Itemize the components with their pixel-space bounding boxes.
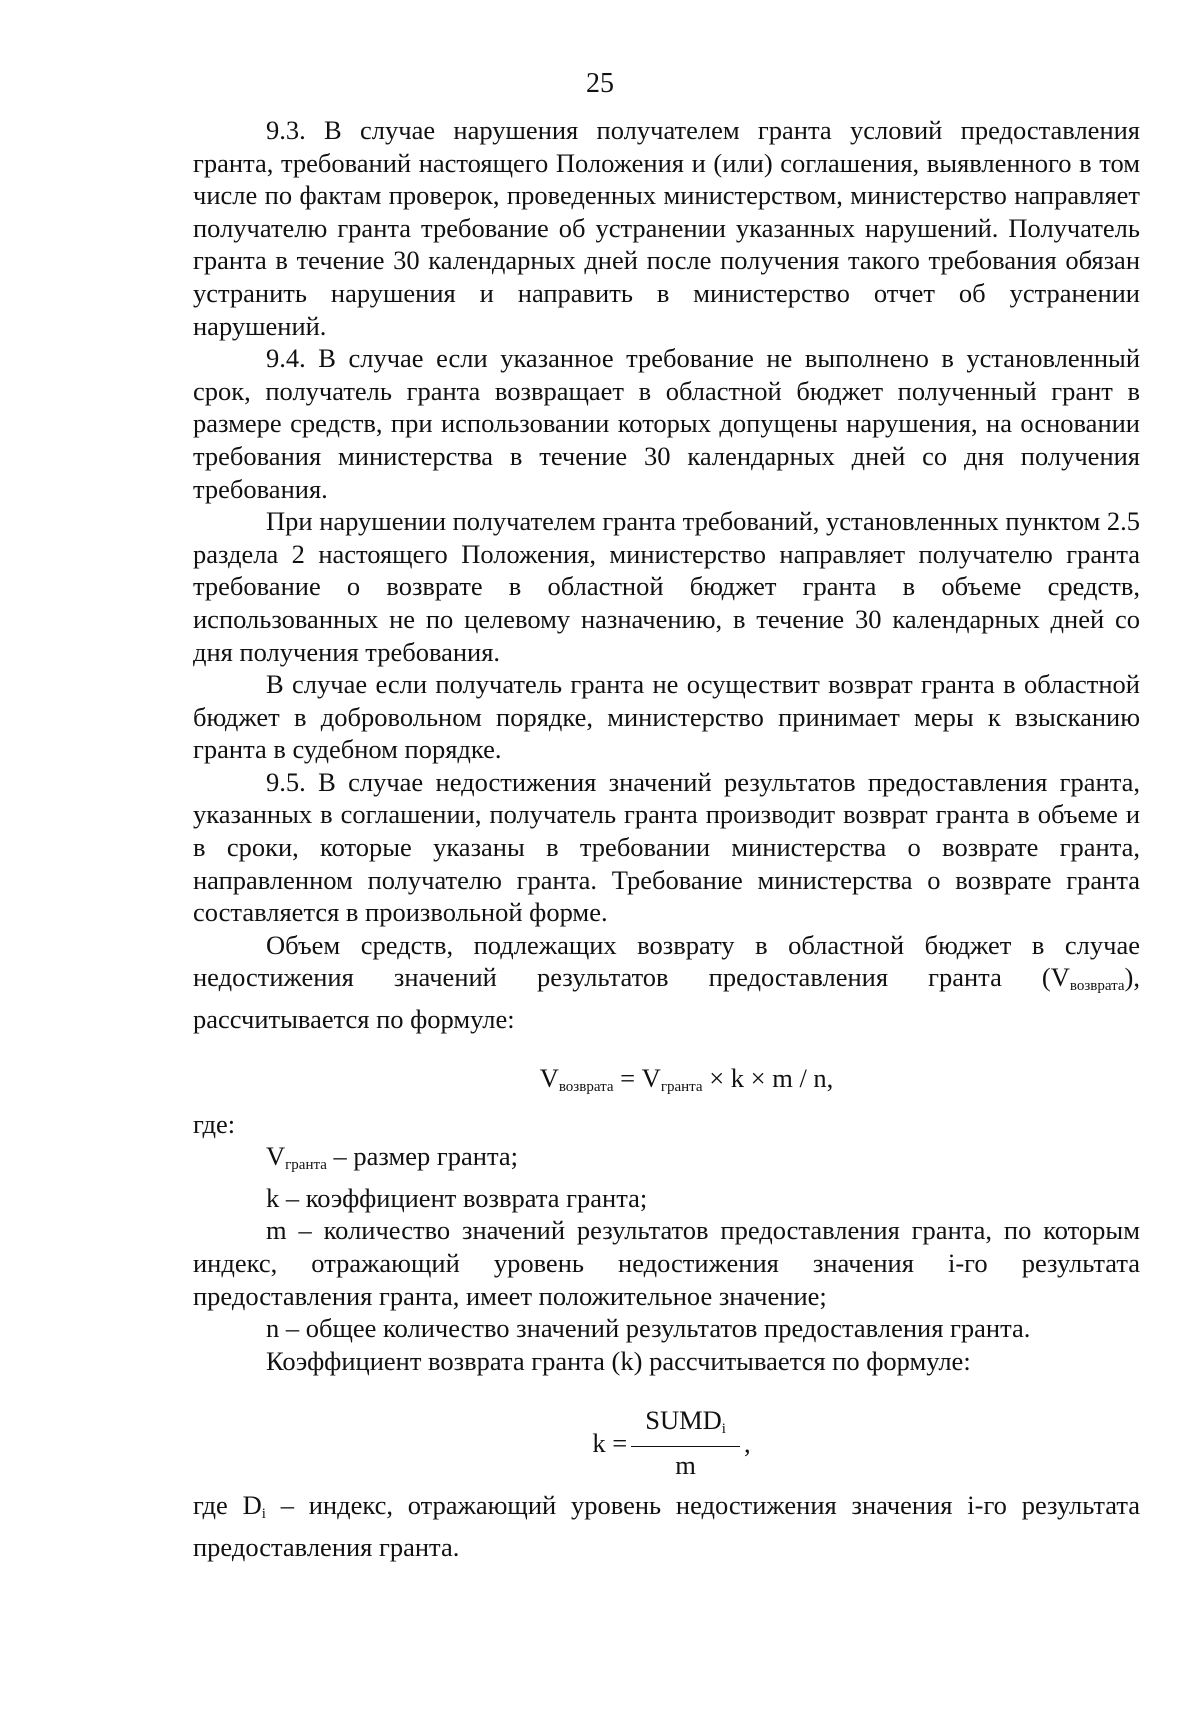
paragraph-9-4-court: В случае если получатель гранта не осуществит возврат гранта в областной бюджет в добровольном порядке, министерство принимает меры к взысканию гранта в судебном порядке. bbox=[193, 669, 1140, 765]
numerator-subscript: i bbox=[721, 1421, 726, 1438]
k-formula-intro: Коэффициент возврата гранта (k) рассчитывается по формуле: bbox=[266, 1345, 971, 1376]
paragraph-9-4: 9.4. В случае если указанное требование не выполнено в установленный срок, получатель гранта возвращает в областной бюджет полученный грант в размере средств, при использовании которых допущены нарушения, на основании требования министерства в течение 30 календарных дней со дня получения требования. bbox=[193, 343, 1140, 504]
definition-di bbox=[193, 1489, 1140, 1563]
paragraph-9-5: 9.5. В случае недостижения значений результатов предоставления гранта, указанных в соглашении, получатель гранта производит возврат гранта в объеме и в сроки, которые указаны в требовании министерства о возврате гранта, направленном получателю гранта. Требование министерства о возврате гранта составляется в произвольной форме. bbox=[193, 766, 1140, 928]
k-formula-denominator: m bbox=[675, 1450, 696, 1481]
definition-k: k – коэффициент возврата гранта; bbox=[266, 1182, 648, 1213]
document-body bbox=[193, 114, 1140, 1564]
di-before: где D bbox=[193, 1490, 262, 1521]
v-grant-subscript: гранта bbox=[285, 1157, 327, 1174]
definition-m: m – количество значений результатов предоставления гранта, по которым индекс, отражающий уровень недостижения значения i-го результата предоставления гранта, имеет положительное значение; bbox=[193, 1215, 1140, 1311]
k-formula-numerator bbox=[631, 1405, 740, 1447]
return-volume-text: Объем средств, подлежащих возврату в областной бюджет в случае недостижения значений результатов предоставления гранта (V bbox=[193, 929, 1140, 993]
return-formula bbox=[193, 1036, 1140, 1108]
formula-rhs-subscript: гранта bbox=[660, 1078, 703, 1095]
formula-rest: × k × m / n, bbox=[702, 1062, 834, 1093]
k-formula bbox=[193, 1377, 1140, 1489]
definition-n: n – общее количество значений результатов предоставления гранта. bbox=[266, 1313, 1031, 1344]
paragraph-9-4-violation: При нарушении получателем гранта требований, установленных пунктом 2.5 раздела 2 настоящего Положения, министерство направляет получателю гранта требование о возврате в областной бюджет гранта в объеме средств, использованных не по целевому назначению, в течение 30 календарных дней со дня получения требования. bbox=[193, 506, 1140, 667]
formula-lhs: V bbox=[539, 1062, 559, 1093]
k-formula-fraction bbox=[631, 1405, 740, 1481]
page-number: 25 bbox=[586, 68, 614, 99]
return-volume-subscript: возврата bbox=[1069, 978, 1125, 995]
paragraph-9-3: 9.3. В случае нарушения получателем гранта условий предоставления гранта, требований настоящего Положения и (или) соглашения, выявленного в том числе по фактам проверок, проведенных министерством, министерство направляет получателю гранта требование об устранении указанных нарушений. Получатель гранта в течение 30 календарных дней после получения такого требования обязан устранить нарушения и направить в министерство отчет об устранении нарушений. bbox=[193, 115, 1140, 341]
k-formula-tail: , bbox=[743, 1428, 751, 1459]
paragraph-return-volume bbox=[193, 929, 1140, 1036]
formula-lhs-subscript: возврата bbox=[558, 1078, 614, 1095]
v-grant-desc: – размер гранта; bbox=[326, 1141, 518, 1172]
numerator-text: SUMD bbox=[645, 1405, 722, 1436]
di-after: – индекс, отражающий уровень недостижения значения i-го результата предоставления гранта. bbox=[193, 1490, 1140, 1562]
di-subscript: i bbox=[261, 1506, 266, 1523]
where-label: где: bbox=[193, 1108, 236, 1139]
return-volume-text-end: ), рассчитывается по формуле: bbox=[193, 962, 1140, 1035]
formula-eq: = V bbox=[613, 1062, 661, 1093]
definition-v-grant: $V_{гранта}$ – размер гранта; bbox=[266, 1141, 518, 1174]
k-formula-lhs: k = bbox=[592, 1428, 628, 1459]
